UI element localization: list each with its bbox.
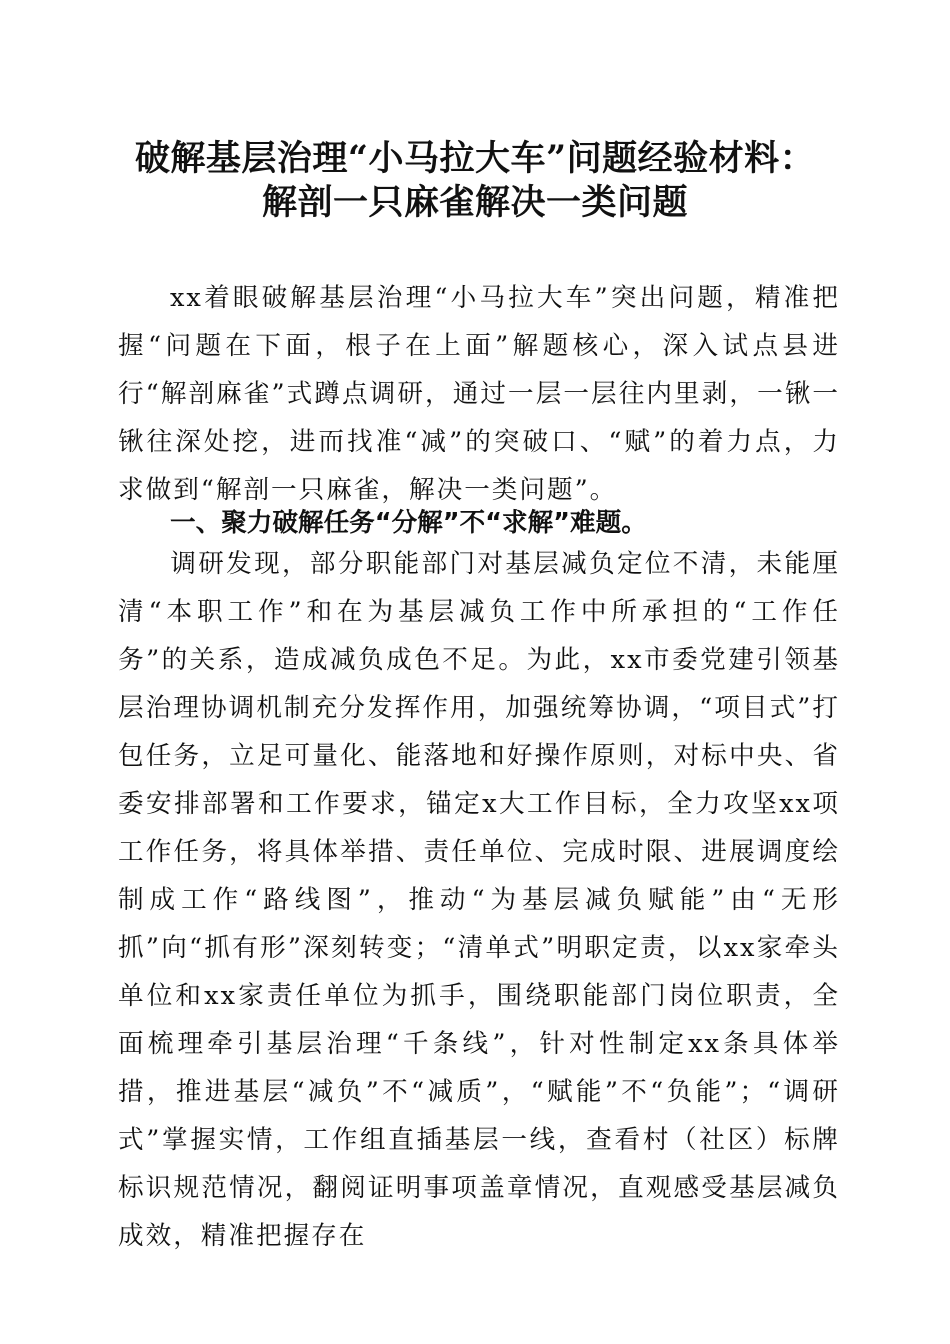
document-title-line-2: 解剖一只麻雀解决一类问题 [261, 182, 688, 223]
section-one-heading: 一、聚力破解任务“分解”不“求解”难题。 [170, 508, 647, 538]
section-one-paragraph-text: 调研发现，部分职能部门对基层减负定位不清，未能厘清“本职工作”和在为基层减负工作中所承担的“工作任务”的关系，造成减负成色不足。为此，xx市委党建引领基层治理协调机制充分发挥作用，加强统筹协调，“项目式”打包任务，立足可量化、能落地和好操作原则，对标中央、省委安排部署和工作要求，锚定x大工作目标，全力攻坚xx项工作任务，将具体举措、责任单位、完成时限、进展调度绘制成工作“路线图”，推动“为基层减负赋能”由“无形抓”向“抓有形”深刻转变；“清单式”明职定责，以xx家牵头单位和xx家责任单位为抓手，围绕职能部门岗位职责，全面梳理牵引基层治理“千条线”，针对性制定xx条具体举措，推进基层“减负”不“减质”，“赋能”不“负能”；“调研式”掌握实情，工作组直插基层一线，查看村（社区）标牌标识规范情况，翻阅证明事项盖章情况，直观感受基层减负成效，精准把握存在 [118, 549, 840, 1251]
section-one-paragraph [118, 540, 840, 1260]
intro-paragraph-text: xx着眼破解基层治理“小马拉大车”突出问题，精准把握“问题在下面，根子在上面”解题核心，深入试点县进行“解剖麻雀”式蹲点调研，通过一层一层往内里剥，一锹一锹往深处挖，进而找准“减”的突破口、“赋”的着力点，力求做到“解剖一只麻雀，解决一类问题”。 [118, 283, 840, 505]
document-title-line-1: 破解基层治理“小马拉大车”问题经验材料： [134, 138, 816, 179]
intro-paragraph [118, 274, 840, 514]
